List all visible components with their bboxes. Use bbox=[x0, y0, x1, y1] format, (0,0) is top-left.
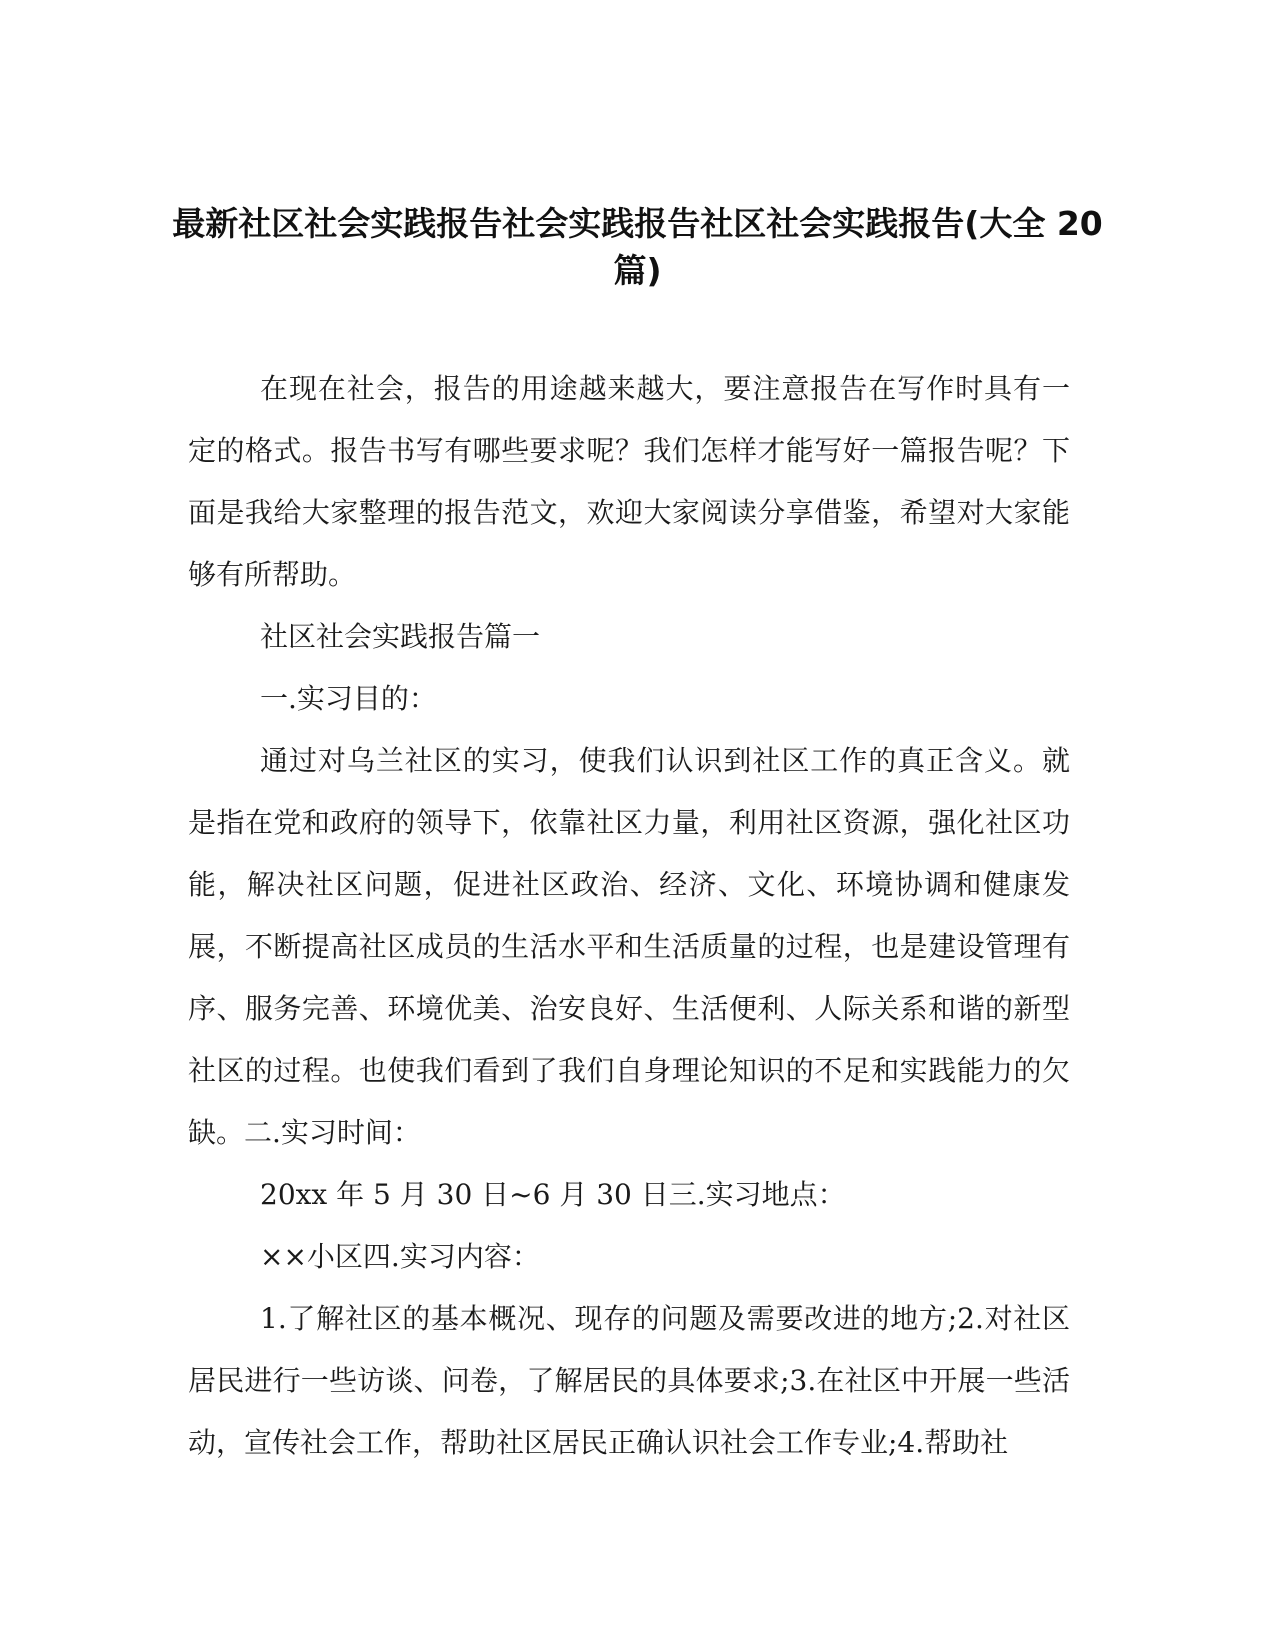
section-heading: 社区社会实践报告篇一 bbox=[260, 620, 541, 653]
document-title: 最新社区社会实践报告社会实践报告社区社会实践报告(大全 20 篇) bbox=[172, 204, 1103, 290]
time-location-paragraph: 20xx 年 5 月 30 日~6 月 30 日三.实习地点： bbox=[260, 1178, 846, 1211]
subheading-purpose: 一.实习目的： bbox=[260, 682, 437, 715]
purpose-paragraph: 通过对乌兰社区的实习，使我们认识到社区工作的真正含义。就是指在党和政府的领导下，依靠社区力量，利用社区资源，强化社区功能，解决社区问题，促进社区政治、经济、文化、环境协调和健康发展，不断提高社区成员的生活水平和生活质量的过程，也是建设管理有序、服务完善、环境优美、治安良好、生活便利、人际关系和谐的新型社区的过程。也使我们看到了我们自身理论知识的不足和实践能力的欠缺。二.实习时间： bbox=[188, 744, 1070, 1149]
content-list-paragraph: 1.了解社区的基本概况、现存的问题及需要改进的地方;2.对社区居民进行一些访谈、问卷，了解居民的具体要求;3.在社区中开展一些活动，宣传社会工作，帮助社区居民正确认识社会工作专业;4.帮助社 bbox=[188, 1302, 1070, 1459]
content-heading-paragraph: ××小区四.实习内容： bbox=[260, 1240, 540, 1273]
document-body bbox=[188, 358, 1070, 1474]
intro-paragraph: 在现在社会，报告的用途越来越大，要注意报告在写作时具有一定的格式。报告书写有哪些要求呢？我们怎样才能写好一篇报告呢？下面是我给大家整理的报告范文，欢迎大家阅读分享借鉴，希望对大家能够有所帮助。 bbox=[188, 372, 1070, 591]
